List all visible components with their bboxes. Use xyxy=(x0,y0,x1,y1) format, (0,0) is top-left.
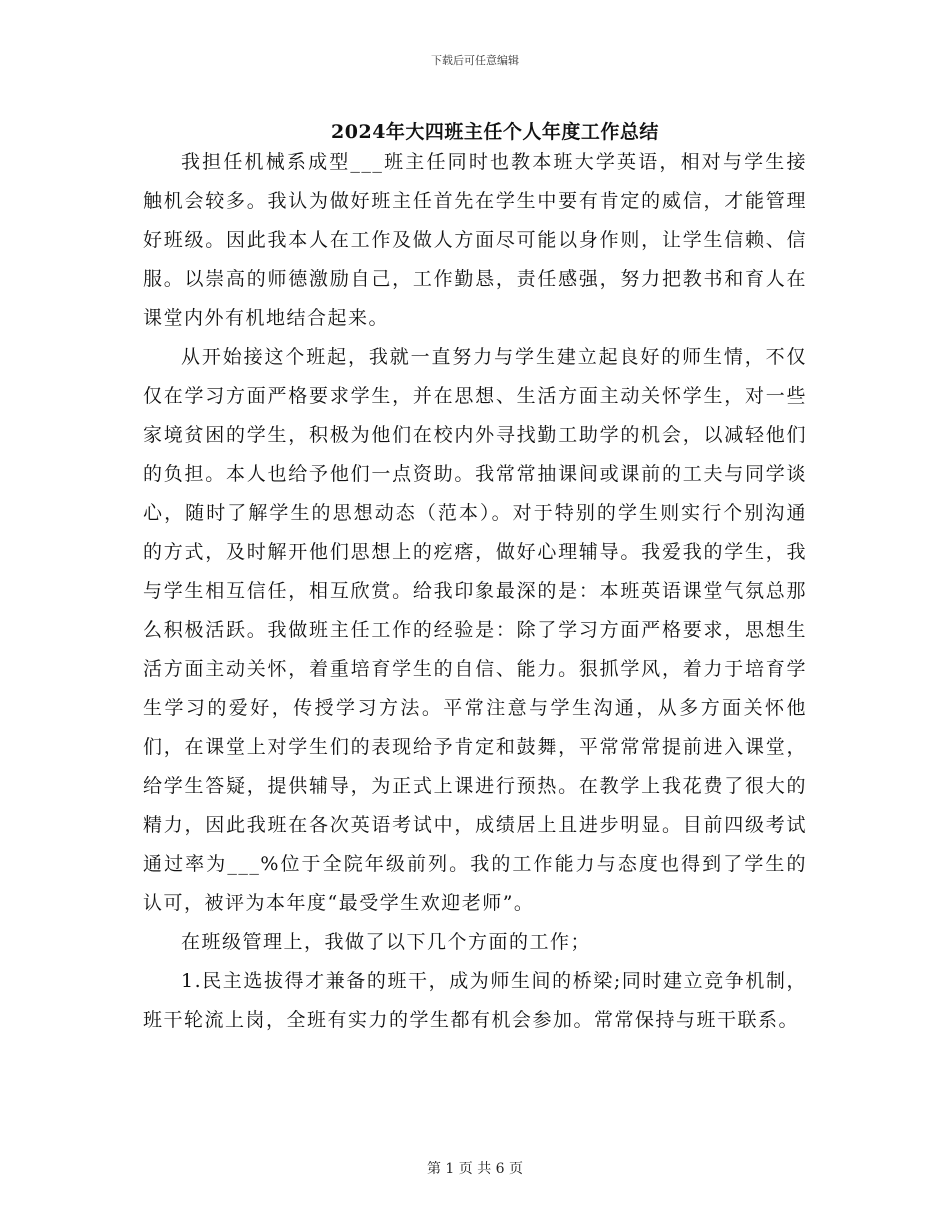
paragraph: 在班级管理上，我做了以下几个方面的工作； xyxy=(181,931,592,953)
document-title: 2024年大四班主任个人年度工作总结 xyxy=(331,121,659,143)
paragraph: 1.民主选拔得才兼备的班干，成为师生间的桥梁;同时建立竞争机制，班干轮流上岗，全班有实力的学生都有机会参加。常常保持与班干联系。 xyxy=(143,970,807,1031)
paragraph: 从开始接这个班起，我就一直努力与学生建立起良好的师生情，不仅仅在学习方面严格要求学生，并在思想、生活方面主动关怀学生，对一些家境贫困的学生，积极为他们在校内外寻找勤工助学的机会，以减轻他们的负担。本人也给予他们一点资助。我常常抽课间或课前的工夫与同学谈心，随时了解学生的思想动态（范本）。对于特别的学生则实行个别沟通的方式，及时解开他们思想上的疙瘩，做好心理辅导。我爱我的学生，我与学生相互信任，相互欣赏。给我印象最深的是：本班英语课堂气氛总那么积极活跃。我做班主任工作的经验是：除了学习方面严格要求，思想生活方面主动关怀，着重培育学生的自信、能力。狠抓学风，着力于培育学生学习的爱好，传授学习方法。平常注意与学生沟通，从多方面关怀他们，在课堂上对学生们的表现给予肯定和鼓舞，平常常常提前进入课堂，给学生答疑，提供辅导，为正式上课进行预热。在教学上我花费了很大的精力，因此我班在各次英语考试中，成绩居上且进步明显。目前四级考试通过率为___%位于全院年级前列。我的工作能力与态度也得到了学生的认可，被评为本年度“最受学生欢迎老师”。 xyxy=(143,346,807,914)
page-number: 第 1 页 共 6 页 xyxy=(426,1161,524,1177)
document-body xyxy=(143,143,807,1040)
paragraph: 我担任机械系成型___班主任同时也教本班大学英语，相对与学生接触机会较多。我认为做好班主任首先在学生中要有肯定的威信，才能管理好班级。因此我本人在工作及做人方面尽可能以身作则，让学生信赖、信服。以崇高的师德激励自己，工作勤恳，责任感强，努力把教书和育人在课堂内外有机地结合起来。 xyxy=(143,151,807,329)
page-header: 下载后可任意编辑 xyxy=(431,54,519,67)
